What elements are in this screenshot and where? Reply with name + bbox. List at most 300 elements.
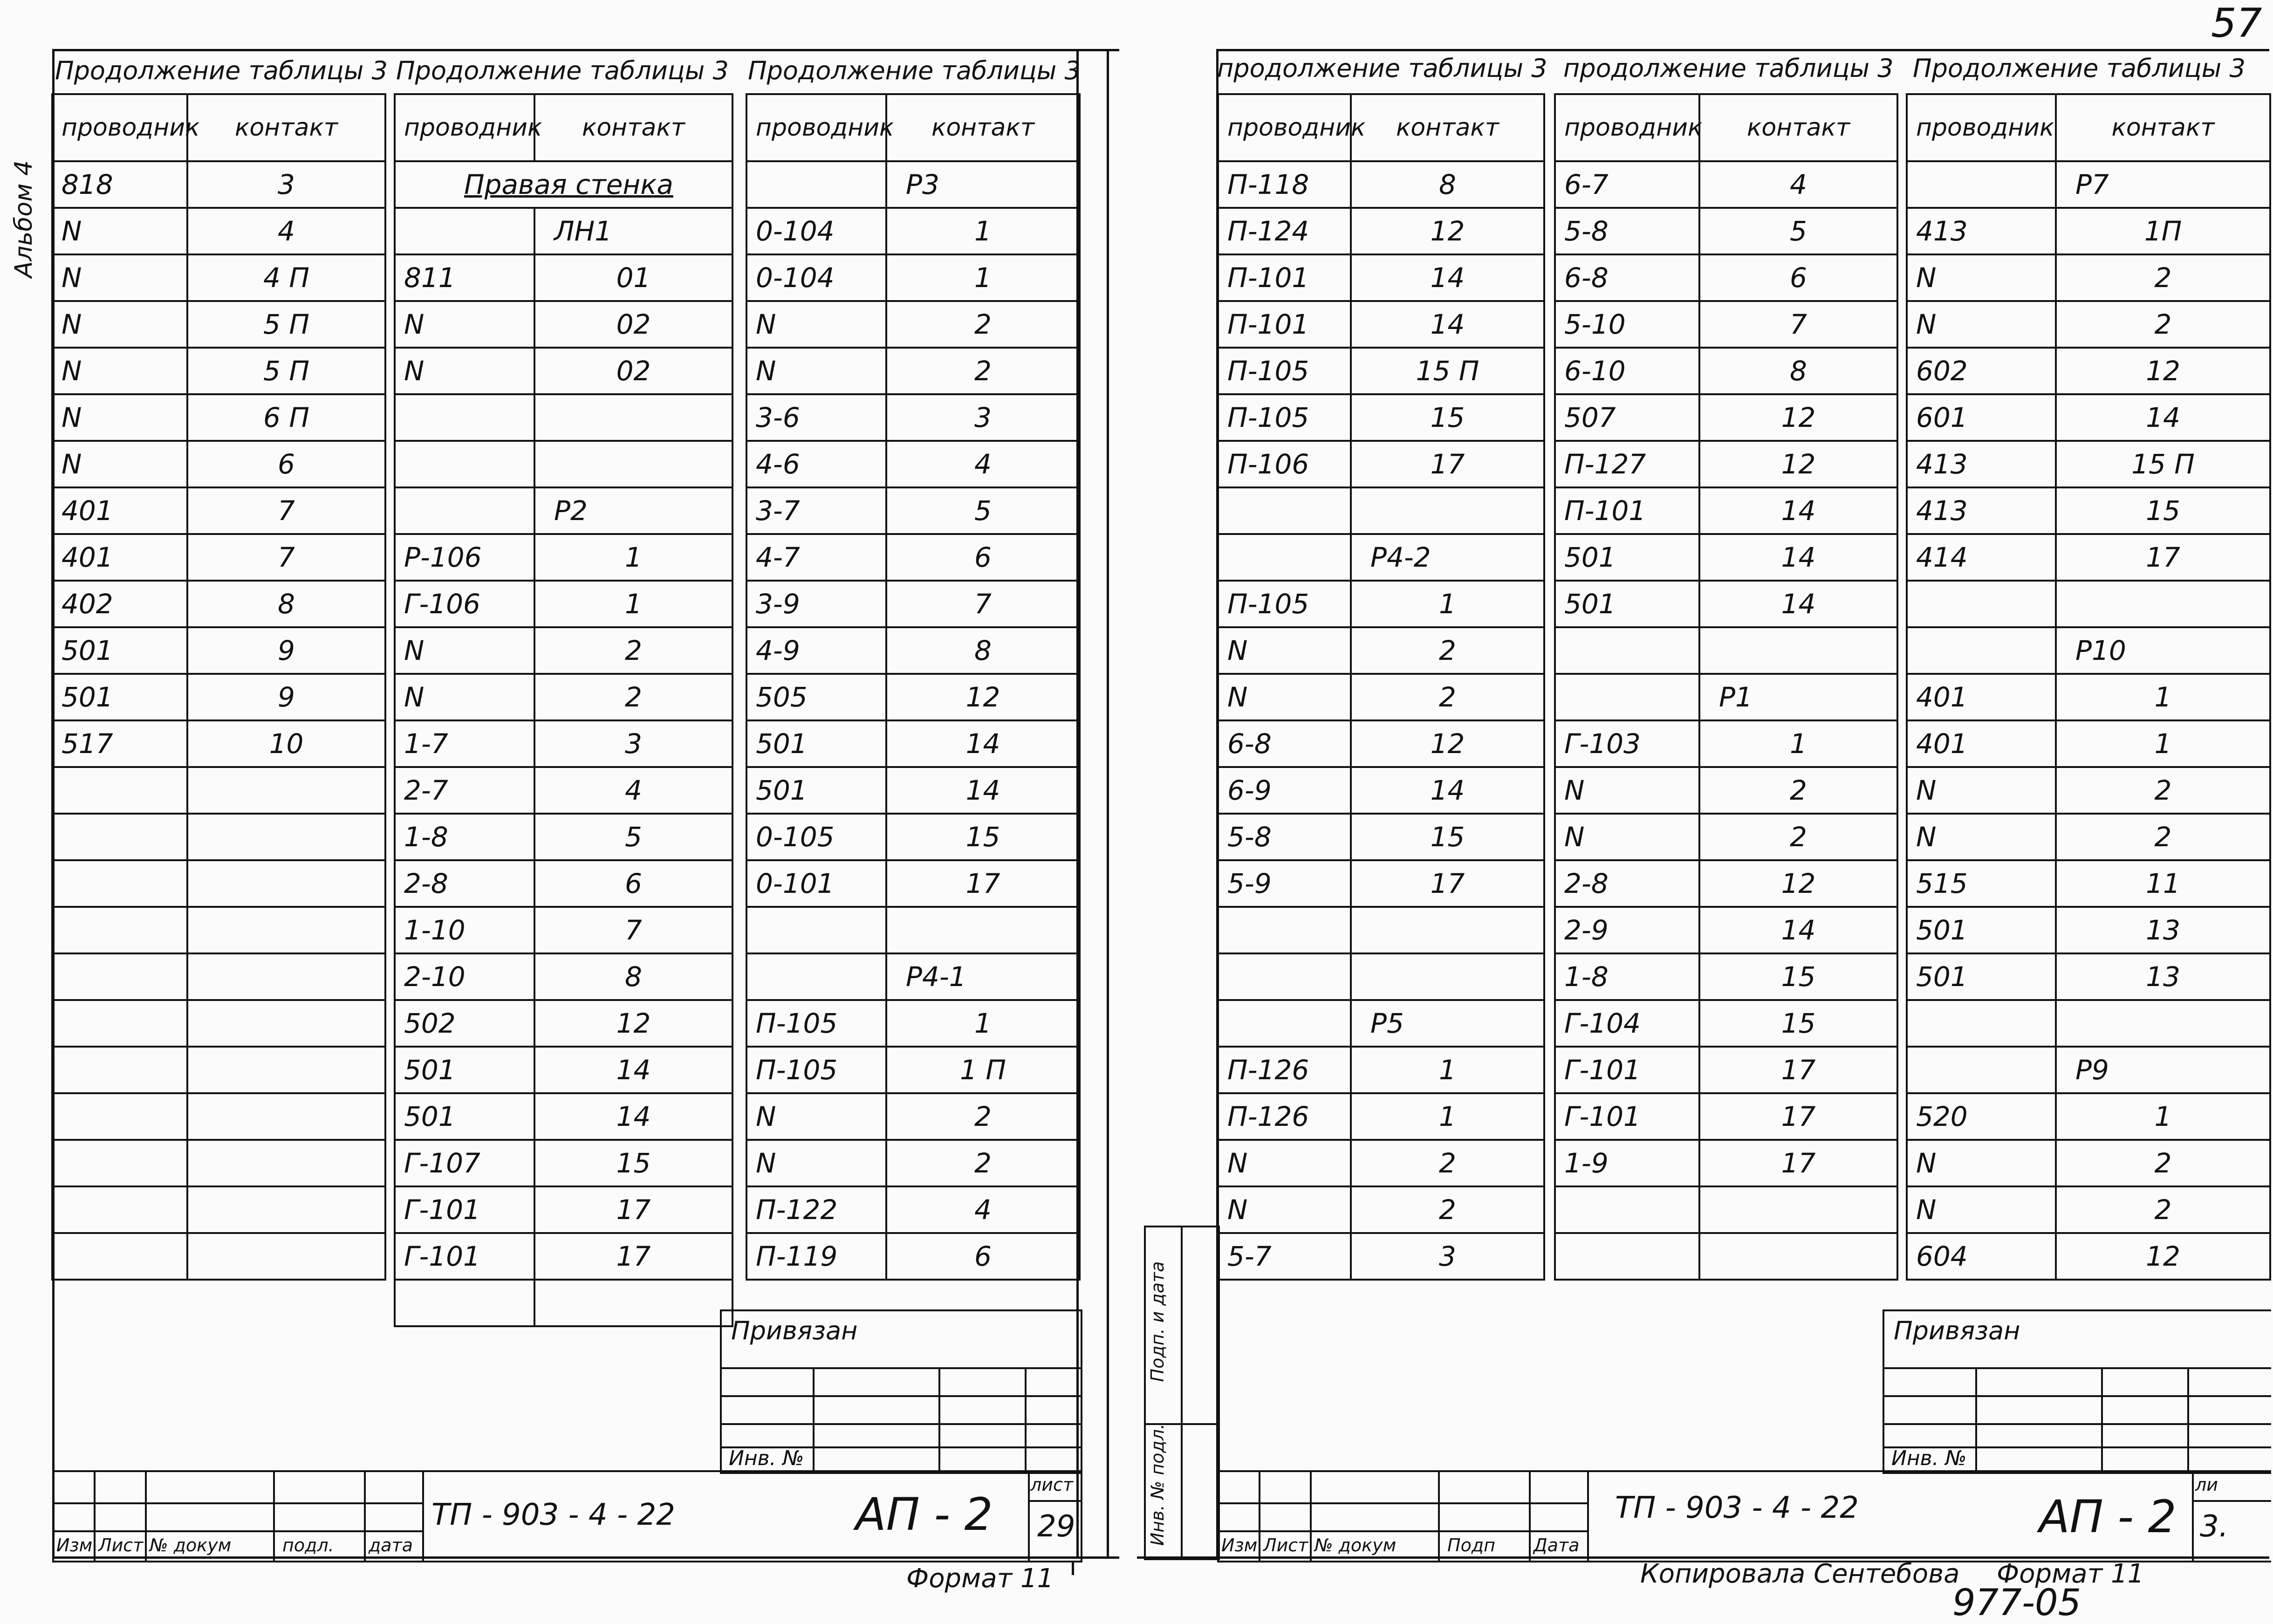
wire-cell: 401	[52, 534, 187, 581]
wire-cell	[52, 814, 187, 860]
contact-cell: 10	[187, 720, 385, 767]
wire-cell: 0-101	[746, 860, 886, 907]
table-row	[52, 301, 385, 348]
wire-cell: N	[1907, 301, 2056, 348]
contact-cell: 4	[187, 208, 385, 254]
wire-cell: N	[1555, 767, 1699, 814]
col-header-contact: контакт	[886, 94, 1080, 161]
table-row	[395, 767, 733, 814]
contact-cell: 17	[534, 1186, 733, 1233]
wire-cell: П-122	[746, 1186, 886, 1233]
contact-cell: 11	[2056, 860, 2270, 907]
contact-cell: 1 П	[886, 1047, 1080, 1093]
section-label: Правая стенка	[395, 161, 733, 208]
wire-cell: Г-101	[395, 1233, 534, 1280]
table-row	[746, 301, 1080, 348]
wire-cell: N	[1907, 767, 2056, 814]
contact-cell: 5	[534, 814, 733, 860]
title-grid-col	[1587, 1472, 1589, 1561]
contact-cell: 3	[534, 720, 733, 767]
wire-cell: 2-8	[395, 860, 534, 907]
contact-cell: 1	[2056, 1093, 2270, 1140]
contact-cell	[187, 1186, 385, 1233]
contact-cell: 1	[886, 1000, 1080, 1047]
wire-cell: П-126	[1218, 1093, 1351, 1140]
contact-cell: 1	[2056, 674, 2270, 720]
table-row	[52, 1186, 385, 1233]
wire-cell	[1555, 1233, 1699, 1280]
contact-cell: 2	[2056, 1186, 2270, 1233]
privyazan-col	[2101, 1367, 2103, 1472]
contact-cell: 12	[534, 1000, 733, 1047]
table-row	[1218, 487, 1544, 534]
wire-cell: Г-101	[395, 1186, 534, 1233]
contact-cell: 4 П	[187, 254, 385, 301]
table-row	[52, 860, 385, 907]
wire-cell: 4-7	[746, 534, 886, 581]
contact-cell: 1П	[2056, 208, 2270, 254]
table-row	[1907, 674, 2270, 720]
wire-cell: 502	[395, 1000, 534, 1047]
side-strip-divider	[1181, 1227, 1183, 1558]
table-row	[1907, 814, 2270, 860]
table-row	[1218, 1186, 1544, 1233]
table-row	[52, 907, 385, 953]
privyazan-label: Привязан	[731, 1316, 858, 1345]
inventory-no-label: Инв. №	[729, 1446, 804, 1470]
table-row	[52, 208, 385, 254]
contact-cell: 2	[2056, 767, 2270, 814]
table-row	[746, 907, 1080, 953]
table-row	[746, 674, 1080, 720]
contact-cell: 2	[1351, 1186, 1544, 1233]
wire-cell: П-119	[746, 1233, 886, 1280]
wire-cell	[395, 394, 534, 441]
table-row	[1218, 860, 1544, 907]
contact-cell: 1	[1699, 720, 1897, 767]
table-row	[1907, 720, 2270, 767]
wire-cell: 520	[1907, 1093, 2056, 1140]
col-header-contact: контакт	[1699, 94, 1897, 161]
table-row	[395, 907, 733, 953]
contact-cell	[2056, 581, 2270, 627]
table-2-title: Продолжение таблицы 3	[396, 56, 729, 85]
table-row	[1907, 860, 2270, 907]
cut-mark	[1072, 1561, 1074, 1575]
wire-cell	[1555, 627, 1699, 674]
contact-cell: 14	[1699, 907, 1897, 953]
contact-cell	[1699, 627, 1897, 674]
wire-cell: 3-9	[746, 581, 886, 627]
contact-cell: 12	[1699, 860, 1897, 907]
section-label: Р7	[2056, 161, 2270, 208]
contact-cell: 13	[2056, 953, 2270, 1000]
table-row	[1218, 1000, 1544, 1047]
contact-cell: 1	[534, 534, 733, 581]
table-row	[1218, 767, 1544, 814]
wire-cell: П-101	[1218, 254, 1351, 301]
wire-cell: 402	[52, 581, 187, 627]
wire-cell: Г-103	[1555, 720, 1699, 767]
table-row	[1555, 1186, 1897, 1233]
contact-cell: 14	[1351, 767, 1544, 814]
contact-cell: 17	[2056, 534, 2270, 581]
table-row	[1907, 441, 2270, 487]
contact-cell: 12	[1699, 441, 1897, 487]
title-grid-col	[2192, 1472, 2194, 1561]
section-label: Р5	[1351, 1000, 1544, 1047]
table-row	[1555, 1093, 1897, 1140]
wire-cell: 604	[1907, 1233, 2056, 1280]
contact-cell: 15	[2056, 487, 2270, 534]
table-row	[1218, 348, 1544, 394]
table-row	[746, 487, 1080, 534]
contact-cell: 5	[886, 487, 1080, 534]
table-1-title: Продолжение таблицы 3	[55, 56, 388, 85]
contact-cell: 1	[534, 581, 733, 627]
page-number: 57	[2211, 0, 2262, 47]
table-row	[1218, 208, 1544, 254]
contact-cell: 14	[1699, 581, 1897, 627]
table-row	[1218, 394, 1544, 441]
wire-cell: 507	[1555, 394, 1699, 441]
table-row	[395, 1000, 733, 1047]
table-row	[1218, 907, 1544, 953]
wire-cell: 505	[746, 674, 886, 720]
wire-cell	[1907, 581, 2056, 627]
wire-cell: П-101	[1555, 487, 1699, 534]
wire-cell: П-105	[1218, 581, 1351, 627]
wire-cell: 501	[1555, 534, 1699, 581]
table-row	[746, 860, 1080, 907]
table-row	[52, 348, 385, 394]
wire-cell: П-106	[1218, 441, 1351, 487]
wire-cell: 6-10	[1555, 348, 1699, 394]
table-row	[395, 394, 733, 441]
title-grid-rule	[1219, 1530, 1587, 1532]
copied-by: Копировала Сентебова	[1640, 1559, 1960, 1589]
table-row	[1218, 301, 1544, 348]
wire-cell: N	[1907, 1140, 2056, 1186]
wire-cell: 413	[1907, 441, 2056, 487]
contact-cell	[886, 907, 1080, 953]
wire-cell: 501	[1907, 953, 2056, 1000]
title-grid-rule	[54, 1530, 422, 1532]
table-row	[1555, 1140, 1897, 1186]
contact-cell	[1351, 953, 1544, 1000]
table-row	[746, 1233, 1080, 1280]
contact-cell: 15	[1351, 814, 1544, 860]
wire-cell: Р-106	[395, 534, 534, 581]
privyazan-rule	[1884, 1367, 2271, 1369]
contact-cell: 14	[1351, 301, 1544, 348]
table-row	[1555, 348, 1897, 394]
wire-cell: N	[395, 674, 534, 720]
wire-cell	[395, 1280, 534, 1326]
contact-cell: 15	[886, 814, 1080, 860]
table-row	[746, 627, 1080, 674]
section-label: Р9	[2056, 1047, 2270, 1093]
contact-cell: 2	[1351, 674, 1544, 720]
table-row	[395, 860, 733, 907]
contact-cell	[1699, 1233, 1897, 1280]
contact-cell: 1	[1351, 1093, 1544, 1140]
section-label: Р10	[2056, 627, 2270, 674]
wire-cell: N	[1907, 814, 2056, 860]
footer-sign: Подп	[1447, 1535, 1495, 1555]
privyazan-rule	[722, 1395, 1081, 1397]
contact-cell: 2	[1351, 627, 1544, 674]
table-row	[1907, 767, 2270, 814]
contact-cell: 1	[1351, 581, 1544, 627]
contact-cell: 14	[1699, 487, 1897, 534]
wire-cell: N	[52, 208, 187, 254]
wire-cell	[1555, 1186, 1699, 1233]
contact-cell: 2	[534, 674, 733, 720]
contact-cell: 9	[187, 627, 385, 674]
footer-sign: подл.	[282, 1535, 334, 1555]
table-5-title: продолжение таблицы 3	[1563, 54, 1894, 83]
wire-cell	[52, 1000, 187, 1047]
table-6-title: Продолжение таблицы 3	[1913, 54, 2246, 83]
table-row	[1218, 1140, 1544, 1186]
contact-cell: 15	[1351, 394, 1544, 441]
footer-list: Лист	[98, 1535, 144, 1555]
wire-cell: 401	[1907, 674, 2056, 720]
table-row	[1907, 208, 2270, 254]
wire-cell: N	[1218, 627, 1351, 674]
center-fold-line	[1107, 49, 1109, 1559]
wire-cell: 5-10	[1555, 301, 1699, 348]
col-header-contact: контакт	[2056, 94, 2270, 161]
table-row	[1555, 208, 1897, 254]
table-row	[52, 1093, 385, 1140]
contact-cell: 6	[886, 534, 1080, 581]
table-row	[52, 953, 385, 1000]
wire-cell: 401	[52, 487, 187, 534]
privyazan-col	[1025, 1367, 1027, 1472]
table-row	[746, 441, 1080, 487]
contact-cell: 13	[2056, 907, 2270, 953]
wire-cell: П-124	[1218, 208, 1351, 254]
table-row	[1555, 860, 1897, 907]
contact-cell: 2	[2056, 1140, 2270, 1186]
contact-cell: 2	[886, 1140, 1080, 1186]
wire-cell: Г-106	[395, 581, 534, 627]
table-6	[1906, 93, 2271, 1281]
contact-cell: 12	[1351, 720, 1544, 767]
table-row	[52, 394, 385, 441]
contact-cell: 2	[1699, 767, 1897, 814]
wire-cell	[746, 907, 886, 953]
contact-cell: 7	[1699, 301, 1897, 348]
table-row	[395, 581, 733, 627]
contact-cell: 2	[2056, 254, 2270, 301]
wire-cell: N	[395, 627, 534, 674]
format-label-right: Формат 11	[1997, 1559, 2144, 1589]
wire-cell: 2-9	[1555, 907, 1699, 953]
table-row	[52, 1000, 385, 1047]
sign-date-label: Подп. и дата	[1147, 1261, 1168, 1382]
contact-cell: 2	[2056, 814, 2270, 860]
table-row	[746, 1140, 1080, 1186]
sheet-code: АП - 2	[2039, 1491, 2177, 1543]
table-row	[746, 348, 1080, 394]
table-row	[52, 487, 385, 534]
table-row	[746, 767, 1080, 814]
table-row	[746, 208, 1080, 254]
wire-cell: П-118	[1218, 161, 1351, 208]
wire-cell: 6-7	[1555, 161, 1699, 208]
wire-cell: 501	[52, 674, 187, 720]
wire-cell: 5-7	[1218, 1233, 1351, 1280]
contact-cell: 7	[187, 534, 385, 581]
section-label: ЛН1	[534, 208, 733, 254]
title-grid-col	[273, 1472, 275, 1561]
wire-cell: 5-8	[1218, 814, 1351, 860]
contact-cell: 17	[1351, 860, 1544, 907]
contact-cell: 17	[1699, 1093, 1897, 1140]
title-grid-col	[1438, 1472, 1440, 1561]
table-row	[395, 720, 733, 767]
contact-cell: 4	[534, 767, 733, 814]
table-row	[1555, 1000, 1897, 1047]
table-row	[52, 1233, 385, 1280]
wire-cell: П-126	[1218, 1047, 1351, 1093]
wire-cell	[1907, 1000, 2056, 1047]
table-row	[395, 487, 733, 534]
contact-cell: 3	[187, 161, 385, 208]
wire-cell: N	[52, 254, 187, 301]
wire-cell: 2-8	[1555, 860, 1699, 907]
contact-cell	[187, 1233, 385, 1280]
contact-cell: 12	[886, 674, 1080, 720]
contact-cell: 12	[1351, 208, 1544, 254]
table-row	[1218, 814, 1544, 860]
contact-cell: 8	[1351, 161, 1544, 208]
table-row	[395, 814, 733, 860]
wire-cell	[1907, 161, 2056, 208]
contact-cell: 4	[1699, 161, 1897, 208]
table-row	[1555, 627, 1897, 674]
wire-cell: 501	[52, 627, 187, 674]
contact-cell: 2	[1351, 1140, 1544, 1186]
table-row	[52, 1140, 385, 1186]
col-header-wire: проводник	[52, 94, 187, 161]
list-number: 29	[1037, 1509, 1075, 1544]
table-row	[52, 720, 385, 767]
table-row	[1218, 1093, 1544, 1140]
wire-cell: 5-9	[1218, 860, 1351, 907]
table-row	[395, 348, 733, 394]
wire-cell: Г-107	[395, 1140, 534, 1186]
contact-cell: 17	[534, 1233, 733, 1280]
wire-cell: 515	[1907, 860, 2056, 907]
title-grid-rule	[2192, 1500, 2271, 1502]
table-row	[52, 254, 385, 301]
wire-cell: N	[1218, 1186, 1351, 1233]
contact-cell	[187, 767, 385, 814]
table-row	[395, 534, 733, 581]
privyazan-rule	[1884, 1423, 2271, 1425]
table-row	[1907, 1140, 2270, 1186]
contact-cell: 01	[534, 254, 733, 301]
table-row	[746, 1093, 1080, 1140]
wire-cell: 1-10	[395, 907, 534, 953]
privyazan-col	[1975, 1367, 1977, 1472]
wire-cell: N	[746, 1093, 886, 1140]
table-row	[1555, 534, 1897, 581]
table-row	[52, 1047, 385, 1093]
table-row	[746, 720, 1080, 767]
contact-cell: 6	[187, 441, 385, 487]
title-grid-col	[1310, 1472, 1312, 1561]
contact-cell: 3	[1351, 1233, 1544, 1280]
table-row	[746, 254, 1080, 301]
section-label: Р4-1	[886, 953, 1080, 1000]
table-row	[746, 1186, 1080, 1233]
wire-cell: 0-104	[746, 254, 886, 301]
contact-cell: 14	[1351, 254, 1544, 301]
contact-cell: 6	[1699, 254, 1897, 301]
contact-cell: 8	[534, 953, 733, 1000]
table-row	[1218, 1233, 1544, 1280]
wire-cell: N	[395, 348, 534, 394]
footer-doc: № докум	[1315, 1535, 1397, 1555]
footer-izm: Изм	[1221, 1535, 1258, 1555]
list-label: ли	[2195, 1474, 2218, 1495]
contact-cell: 15 П	[1351, 348, 1544, 394]
table-row	[746, 814, 1080, 860]
contact-cell: 17	[886, 860, 1080, 907]
table-row	[1218, 1047, 1544, 1093]
col-header-wire: проводник	[1218, 94, 1351, 161]
col-header-wire: проводник	[395, 94, 534, 161]
contact-cell: 2	[886, 348, 1080, 394]
table-row	[395, 208, 733, 254]
table-row	[395, 674, 733, 720]
wire-cell	[1218, 907, 1351, 953]
wire-cell: 5-8	[1555, 208, 1699, 254]
table-row	[1218, 161, 1544, 208]
privyazan-label: Привязан	[1894, 1316, 2020, 1345]
wire-cell: N	[1218, 674, 1351, 720]
contact-cell	[187, 1047, 385, 1093]
wire-cell: 517	[52, 720, 187, 767]
wire-cell: 4-6	[746, 441, 886, 487]
table-row	[1555, 767, 1897, 814]
contact-cell	[187, 1093, 385, 1140]
table-row	[1907, 907, 2270, 953]
wire-cell: 818	[52, 161, 187, 208]
contact-cell: 02	[534, 348, 733, 394]
contact-cell: 7	[187, 487, 385, 534]
table-row	[1218, 953, 1544, 1000]
table-row	[1907, 953, 2270, 1000]
contact-cell: 2	[2056, 301, 2270, 348]
privyazan-rule	[722, 1423, 1081, 1425]
album-stamp: Альбом 4	[10, 160, 38, 278]
table-5	[1554, 93, 1898, 1281]
table-row	[52, 441, 385, 487]
contact-cell: 02	[534, 301, 733, 348]
contact-cell: 12	[1699, 394, 1897, 441]
wire-cell: 501	[1555, 581, 1699, 627]
table-row	[1907, 487, 2270, 534]
wire-cell	[52, 953, 187, 1000]
wire-cell: 501	[746, 767, 886, 814]
col-header-wire: проводник	[746, 94, 886, 161]
